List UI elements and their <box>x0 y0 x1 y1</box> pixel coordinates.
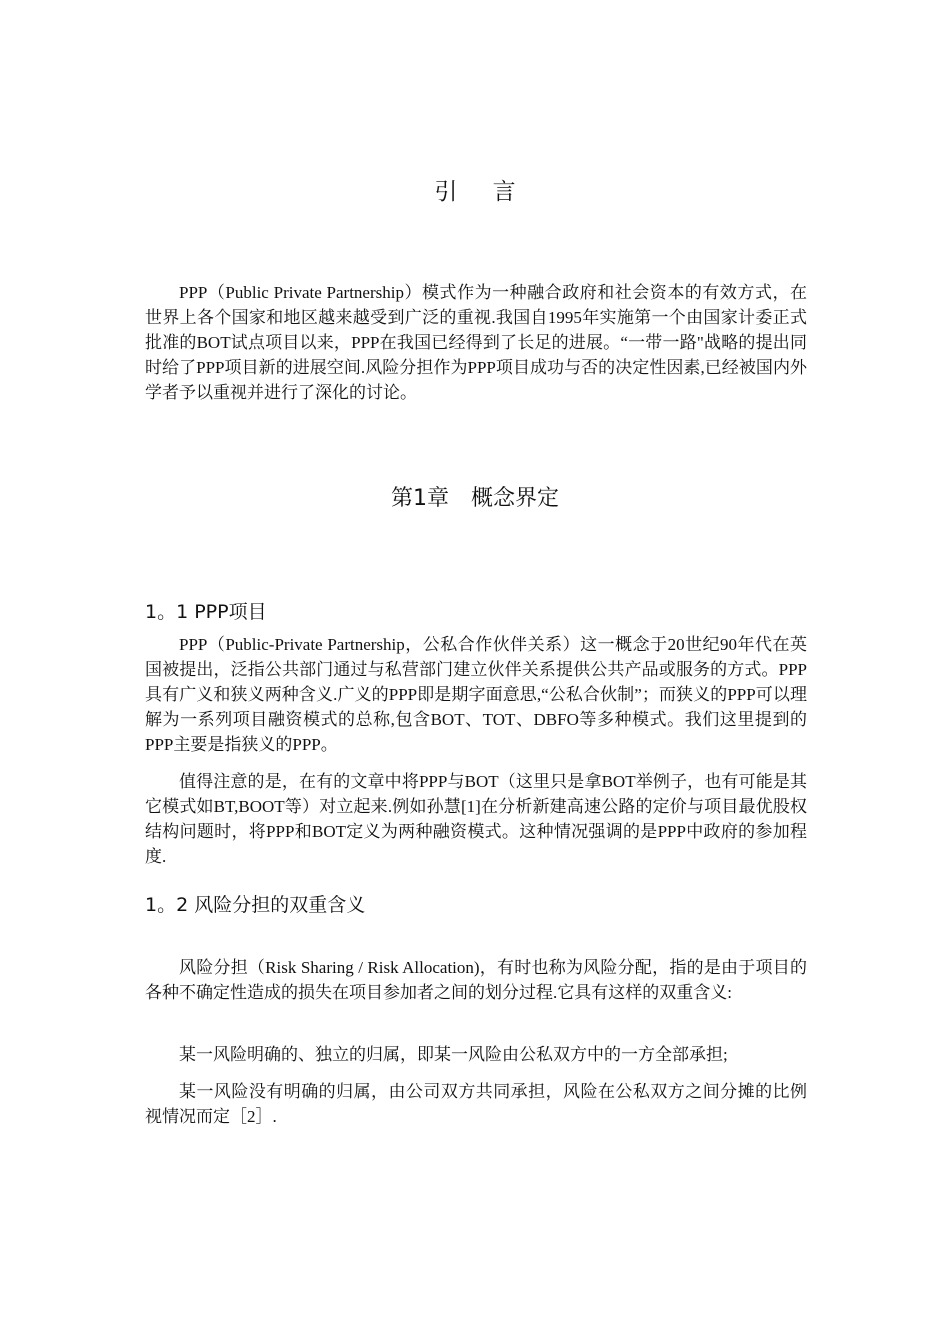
section-1-2-paragraph-3: 某一风险没有明确的归属，由公司双方共同承担，风险在公私双方之间分摊的比例视情况而定［2］. <box>145 1082 807 1126</box>
section-1-2-heading: 1。2 风险分担的双重含义 <box>145 894 366 916</box>
section-1-2-paragraph-1: 风险分担（Risk Sharing / Risk Allocation)，有时也称为风险分配，指的是由于项目的各种不确定性造成的损失在项目参加者之间的划分过程.它具有这样的双重含义: <box>145 958 807 1002</box>
section-1-1-paragraph-1: PPP（Public-Private Partnership，公私合作伙伴关系）这一概念于20世纪90年代在英国被提出，泛指公共部门通过与私营部门建立伙伴关系提供公共产品或服务的方式。PPP具有广义和狭义两种含义.广义的PPP即是期字面意思,“公私合伙制”；而狭义的PPP可以理解为一系列项目融资模式的总称,包含BOT、TOT、DBFO等多种模式。我们这里提到的PPP主要是指狭义的PPP。 <box>145 635 807 754</box>
intro-title: 引 言 <box>434 179 530 205</box>
section-1-2-paragraph-2: 某一风险明确的、独立的归属，即某一风险由公私双方中的一方全部承担; <box>179 1045 728 1064</box>
intro-paragraph: PPP（Public Private Partnership）模式作为一种融合政府和社会资本的有效方式，在世界上各个国家和地区越来越受到广泛的重视.我国自1995年实施第一个由国家计委正式批准的BOT试点项目以来，PPP在我国已经得到了长足的进展。“一带一路"战略的提出同时给了PPP项目新的进展空间.风险分担作为PPP项目成功与否的决定性因素,已经被国内外学者予以重视并进行了深化的讨论。 <box>145 283 807 402</box>
section-1-1-paragraph-2: 值得注意的是，在有的文章中将PPP与BOT（这里只是拿BOT举例子，也有可能是其它模式如BT,BOOT等）对立起来.例如孙慧[1]在分析新建高速公路的定价与项目最优股权结构问题时，将PPP和BOT定义为两种融资模式。这种情况强调的是PPP中政府的参加程度. <box>145 772 807 866</box>
section-1-1-heading: 1。1 PPP项目 <box>145 601 267 623</box>
chapter-1-title: 第1章 概念界定 <box>391 486 559 511</box>
